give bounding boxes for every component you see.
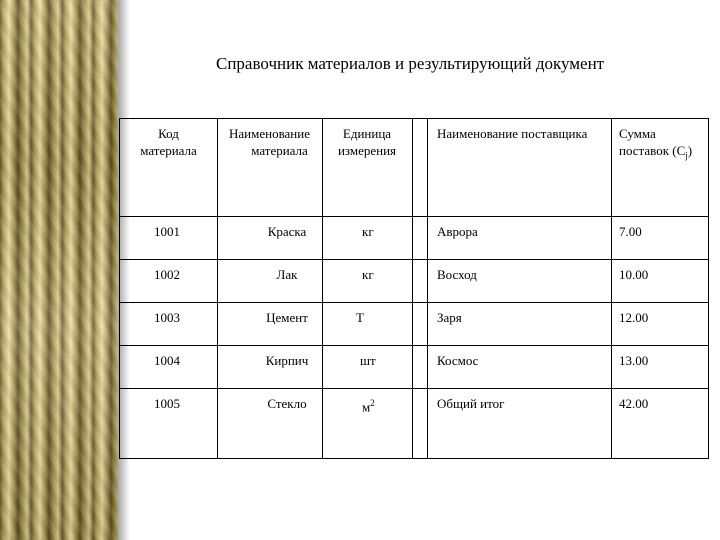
- cell-unit: $м^2$: [362, 398, 375, 415]
- cell-name: Кирпич: [265, 353, 309, 368]
- cell-code: 1001: [154, 224, 180, 239]
- decorative-gold-band: [0, 0, 118, 540]
- header-unit: [322, 125, 412, 159]
- cell-name: Стекло: [267, 396, 307, 411]
- cell-name: Лак: [276, 267, 298, 282]
- column-divider: [611, 119, 612, 458]
- cell-unit: кг: [362, 224, 374, 239]
- cell-supplier: Космос: [437, 353, 479, 368]
- header-sum-line1: Сумма: [619, 126, 656, 141]
- cell-name: Цемент: [266, 310, 308, 325]
- cell-supplier: Аврора: [437, 224, 478, 239]
- cell-sum: 7.00: [619, 224, 642, 239]
- cell-supplier: Заря: [437, 310, 462, 325]
- cell-unit: кг: [362, 267, 374, 282]
- cell-unit: Т: [356, 310, 364, 325]
- header-sum: [619, 125, 709, 165]
- header-code-line1: Код: [158, 126, 179, 141]
- row-divider: [120, 216, 708, 217]
- header-code: [120, 125, 217, 159]
- cell-code: 1003: [154, 310, 180, 325]
- cell-sum: 10.00: [619, 267, 649, 282]
- row-divider: [120, 302, 708, 303]
- header-sum-line2: поставок $(C_j)$: [619, 143, 693, 161]
- cell-code: 1004: [154, 353, 180, 368]
- row-divider: [120, 388, 708, 389]
- cell-unit: шт: [360, 353, 376, 368]
- header-name-line2: материала: [251, 143, 308, 158]
- header-name: [217, 125, 322, 159]
- page-title: Справочник материалов и результирующий документ: [216, 54, 605, 73]
- materials-table: [119, 118, 709, 459]
- cell-sum: 42.00: [619, 396, 649, 411]
- header-supplier: Наименование поставщика: [437, 126, 588, 141]
- header-unit-line2: измерения: [337, 143, 397, 158]
- cell-supplier: Восход: [437, 267, 477, 282]
- cell-supplier: Общий итог: [437, 396, 505, 411]
- header-unit-line1: Единица: [342, 126, 392, 141]
- row-divider: [120, 259, 708, 260]
- header-name-line1: Наименование: [229, 126, 310, 141]
- cell-sum: 13.00: [619, 353, 649, 368]
- cell-code: 1002: [154, 267, 180, 282]
- header-code-line2: материала: [140, 143, 197, 158]
- cell-name: Краска: [267, 224, 307, 239]
- cell-code: 1005: [154, 396, 180, 411]
- column-divider: [427, 119, 428, 458]
- cell-sum: 12.00: [619, 310, 649, 325]
- column-divider: [412, 119, 413, 458]
- row-divider: [120, 345, 708, 346]
